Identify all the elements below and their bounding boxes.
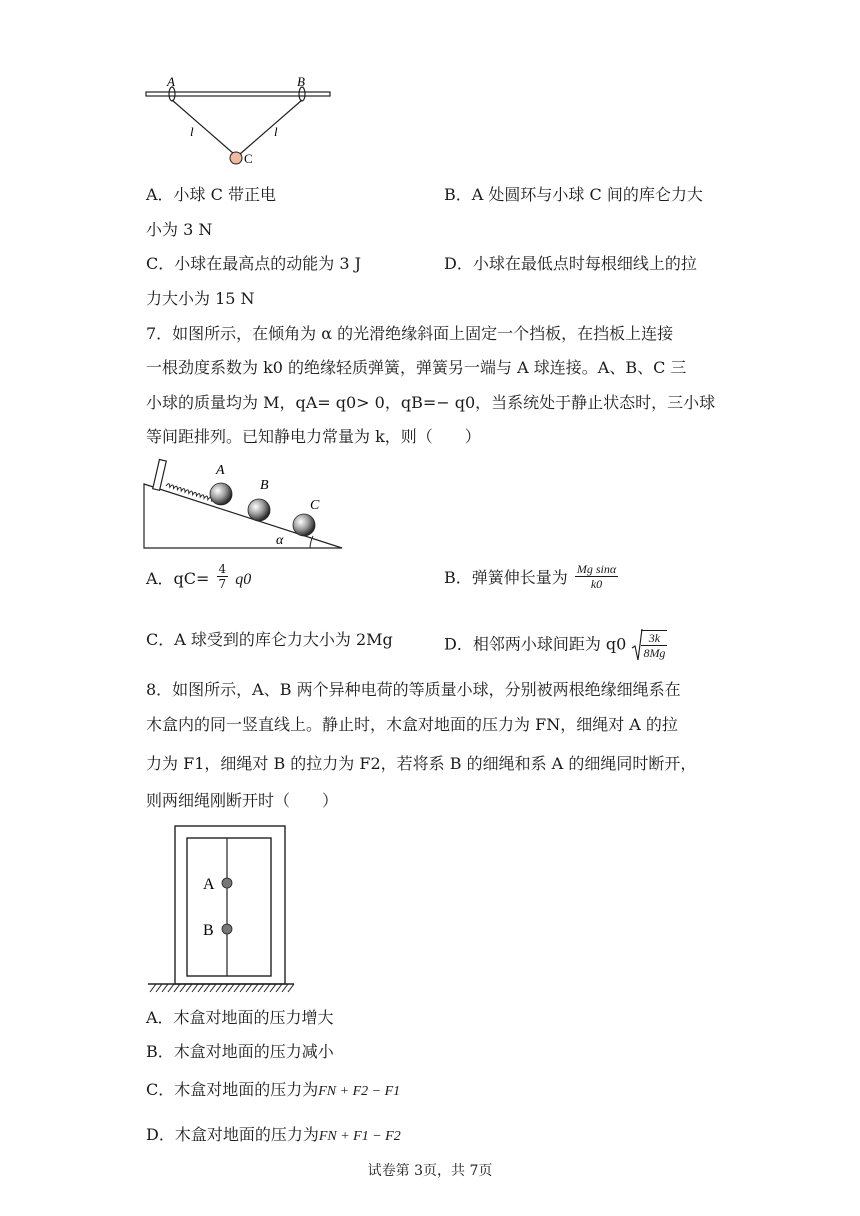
q7-label-b: B <box>260 478 269 493</box>
q7-label-c: C <box>310 498 320 513</box>
q7-option-d <box>444 628 669 662</box>
q8-stem-line-3: 力为 F1，细绳对 B 的拉力为 F2，若将系 B 的细绳和系 A 的细绳同时断开， <box>146 754 697 773</box>
q8-option-d-prefix: D．木盒对地面的压力为 <box>146 1125 319 1144</box>
q8-option-c-formula: FN + F2 − F1 <box>318 1084 401 1099</box>
q7-option-a-suffix: q0 <box>235 571 252 588</box>
q7-option-a-num: 4 <box>218 562 227 576</box>
q6-label-c: C <box>244 151 253 166</box>
q7-option-d-num: 3k <box>641 631 667 646</box>
q6-option-b: B．A 处圆环与小球 C 间的库仑力大 <box>444 185 703 204</box>
q6-option-d: D．小球在最低点时每根细线上的拉 <box>444 254 697 273</box>
q6-label-b: B <box>297 74 305 89</box>
q7-option-b-num: Mg sinα <box>576 562 617 576</box>
q8-label-b: B <box>203 922 214 939</box>
page-footer: 试卷第 3页，共 7页 <box>367 1163 493 1179</box>
q7-option-b-den: k0 <box>590 577 603 591</box>
q8-option-d-formula: FN + F1 − F2 <box>318 1129 401 1144</box>
q7-option-a-den: 7 <box>218 577 227 591</box>
q6-option-c: C．小球在最高点的动能为 3 J <box>146 254 362 273</box>
q7-option-a-fraction <box>217 562 229 591</box>
q7-label-a: A <box>216 463 225 478</box>
q7-option-b-fraction <box>575 562 618 591</box>
q7-option-c: C．A 球受到的库仑力大小为 2Mg <box>146 630 393 649</box>
q8-label-a: A <box>203 876 215 893</box>
q7-option-d-den: 8Mg <box>643 646 666 660</box>
q6-option-b-cont: 小为 3 N <box>146 220 213 239</box>
q7-option-d-prefix: D．相邻两小球间距为 q0 <box>444 634 627 654</box>
q7-option-d-sqrt <box>631 628 669 662</box>
q8-figure <box>146 822 296 997</box>
q8-option-b: B．木盒对地面的压力减小 <box>146 1042 334 1061</box>
q7-figure <box>140 452 350 552</box>
q6-figure <box>140 72 340 168</box>
q8-stem-line-1: 8．如图所示，A、B 两个异种电荷的等质量小球，分别被两根绝缘细绳系在 <box>146 680 681 699</box>
q7-stem-line-2: 一根劲度系数为 k0 的绝缘轻质弹簧，弹簧另一端与 A 球连接。A、B、C 三 <box>146 358 687 377</box>
q7-option-b <box>444 562 620 591</box>
q7-label-alpha: α <box>276 533 284 548</box>
q7-stem-line-3: 小球的质量均为 M，qA= q0> 0，qB=− q0，当系统处于静止状态时，三小球 <box>146 393 716 412</box>
q7-stem-line-1: 7．如图所示，在倾角为 α 的光滑绝缘斜面上固定一个挡板，在挡板上连接 <box>146 324 674 343</box>
q8-stem-line-4: 则两细绳刚断开时（ ） <box>146 791 339 810</box>
q7-option-a-prefix: A．qC= <box>146 569 210 588</box>
q8-option-a: A．木盒对地面的压力增大 <box>146 1008 334 1027</box>
q8-option-c <box>146 1080 400 1102</box>
q7-option-a <box>146 562 252 591</box>
q6-label-l1: l <box>190 124 194 139</box>
q8-option-c-prefix: C．木盒对地面的压力为 <box>146 1080 319 1099</box>
q7-stem-line-4: 等间距排列。已知静电力常量为 k，则（ ） <box>146 427 481 446</box>
q7-option-d-fraction <box>641 630 667 660</box>
q6-option-a: A．小球 C 带正电 <box>146 185 276 204</box>
q8-option-d <box>146 1125 401 1147</box>
q6-option-d-cont: 力大小为 15 N <box>146 289 255 308</box>
q6-label-l2: l <box>274 124 278 139</box>
q6-label-a: A <box>167 74 175 89</box>
q7-option-b-prefix: B．弹簧伸长量为 <box>444 568 568 587</box>
q8-stem-line-2: 木盒内的同一竖直线上。静止时，木盒对地面的压力为 FN，细绳对 A 的拉 <box>146 715 678 734</box>
